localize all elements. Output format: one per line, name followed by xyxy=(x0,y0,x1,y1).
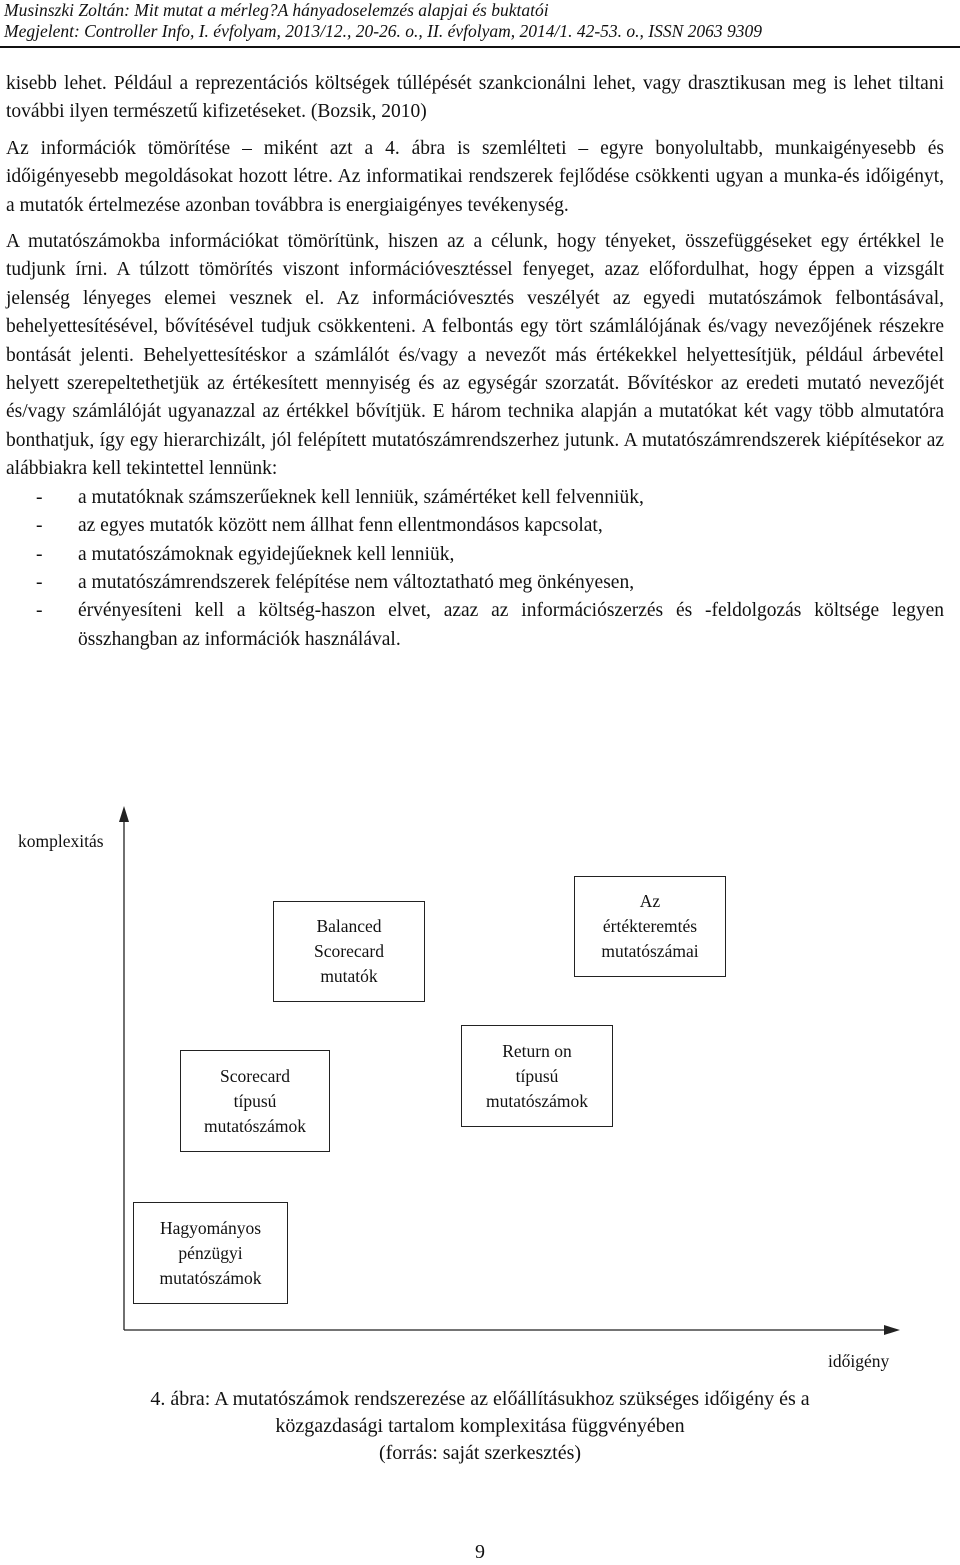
paragraph-2-sentence-1: Az információk tömörítése – miként azt a 4. ábra is szemlélteti – egyre bonyolultabb, munkaigényesebb és időigényesebb megoldásokat hozott létre. xyxy=(6,137,944,188)
box-line: értékteremtés xyxy=(602,916,698,936)
box-line: Scorecard xyxy=(220,1065,290,1086)
box-return-on-type-indicators xyxy=(461,1025,613,1127)
list-item-text: a mutatóknak számszerűeknek kell lenniük, számértéket kell felvenniük, xyxy=(78,486,644,508)
box-line: mutatószámok xyxy=(203,1115,307,1136)
header-author-title: Musinszki Zoltán: Mit mutat a mérleg?A hányadoselemzés alapjai és buktatói xyxy=(4,0,549,20)
paragraph-3 xyxy=(6,228,944,484)
y-axis-label: komplexitás xyxy=(18,831,104,851)
box-line: mutatószámok xyxy=(485,1090,589,1111)
box-line: Return on xyxy=(502,1040,572,1061)
list-item-text: érvényesíteni kell a költség-haszon elvet, azaz az információszerzés és -feldolgozás költsége legyen összhangban az információk használával. xyxy=(78,600,944,650)
box-line: Scorecard xyxy=(314,941,384,961)
list-item-text: a mutatószámrendszerek felépítése nem változtatható meg önkényesen, xyxy=(78,571,635,593)
body-text xyxy=(6,70,944,654)
caption-line-1: 4. ábra: A mutatószámok rendszerezése az előállításukhoz szükséges időigény és a xyxy=(150,1388,810,1410)
paragraph-3-sentence-1: A mutatószámokba információkat tömörítünk, hiszen az a célunk, hogy tényeket, összefüggéseket egy értékkel le tudjunk írni. xyxy=(6,231,944,281)
list-bullet: - xyxy=(36,571,43,593)
running-header xyxy=(4,0,954,42)
list-item-text: az egyes mutatók között nem állhat fenn ellentmondásos kapcsolat, xyxy=(78,515,603,537)
box-scorecard-type-indicators xyxy=(180,1050,330,1152)
box-line: pénzügyi xyxy=(178,1242,243,1263)
box-line: típusú xyxy=(515,1065,559,1086)
box-line: Hagyományos xyxy=(159,1217,262,1238)
box-line: mutatószámai xyxy=(601,941,699,961)
paragraph-1: kisebb lehet. Például a reprezentációs költségek túllépését szankcionálni lehet, vagy drasztikusan meg is lehet tiltani további ilyen természetű kifizetéseket. (Bozsik, 2010) xyxy=(6,73,944,123)
list-bullet: - xyxy=(36,543,43,565)
page-number: 9 xyxy=(475,1541,485,1563)
box-value-creation-indicators xyxy=(574,876,726,977)
list-item xyxy=(6,512,944,540)
box-traditional-financial-indicators xyxy=(133,1202,288,1304)
figure-caption xyxy=(40,1386,920,1467)
list-item-text: a mutatószámoknak egyidejűeknek kell lenniük, xyxy=(78,543,455,565)
list-item xyxy=(6,569,944,597)
caption-source: (forrás: saját szerkesztés) xyxy=(378,1442,582,1464)
x-axis-arrowhead xyxy=(884,1325,900,1335)
x-axis-label: időigény xyxy=(828,1351,890,1371)
list-bullet: - xyxy=(36,515,43,537)
paragraph-2-sentence-2: Az informatikai rendszerek fejlődése csökkenti ugyan a munka-és időigényt, a mutatók értelmezése azonban továbbra is energiaigényes tevékenység. xyxy=(6,166,945,216)
box-line: típusú xyxy=(233,1090,277,1111)
box-line: Az xyxy=(639,891,661,911)
box-balanced-scorecard-indicators xyxy=(273,901,425,1002)
header-publication-info: Megjelent: Controller Info, I. évfolyam, 2013/12., 20-26. o., II. évfolyam, 2014/1. 42-53. o., ISSN 2063 9309 xyxy=(4,21,763,41)
paragraph-3-rest: A túlzott tömörítés viszont információvesztéssel fenyeget, azaz előfordulhat, hogy éppen a vizsgált jelenség lényeges elemei vesznek el. Az információvesztés veszélyét az egyedi mutatószámok felbontásával, behelyettesítésével, bővítésével tudjuk csökkenteni. A felbontás egy tört számlálójának és/vagy nevezőjének részekre bontását jelenti. Behelyettesítéskor a számlálót és/vagy a nevezőt más értékekkel helyettesítjük, például árbevétel helyett szerepeltethetjük az értékesített mennyiség és az egységár szorzatát. Bővítéskor az eredeti mutató nevezőjét és/vagy számlálóját ugyanazzal az értékkel bővítjük. E három technika alapján a mutatókat két vagy több almutatóra bonthatjuk, így egy hierarchizált, jól felépített mutatószámrendszerhez jutunk. A mutatószámrendszerek kiépítésekor az alábbiakra kell tekintettel lennünk: xyxy=(6,259,944,480)
list-bullet: - xyxy=(36,600,43,622)
list-item xyxy=(6,484,944,512)
caption-line-2: közgazdasági tartalom komplexitása függvényében xyxy=(275,1415,685,1437)
box-line: Balanced xyxy=(316,916,382,936)
box-line: mutatószámok xyxy=(159,1267,262,1288)
requirements-list xyxy=(6,484,944,654)
paragraph-2 xyxy=(6,135,944,220)
header-rule xyxy=(0,46,960,48)
list-bullet: - xyxy=(36,486,43,508)
y-axis-arrowhead xyxy=(119,806,129,822)
list-item xyxy=(6,597,944,654)
box-line: mutatók xyxy=(320,966,378,986)
list-item xyxy=(6,541,944,569)
